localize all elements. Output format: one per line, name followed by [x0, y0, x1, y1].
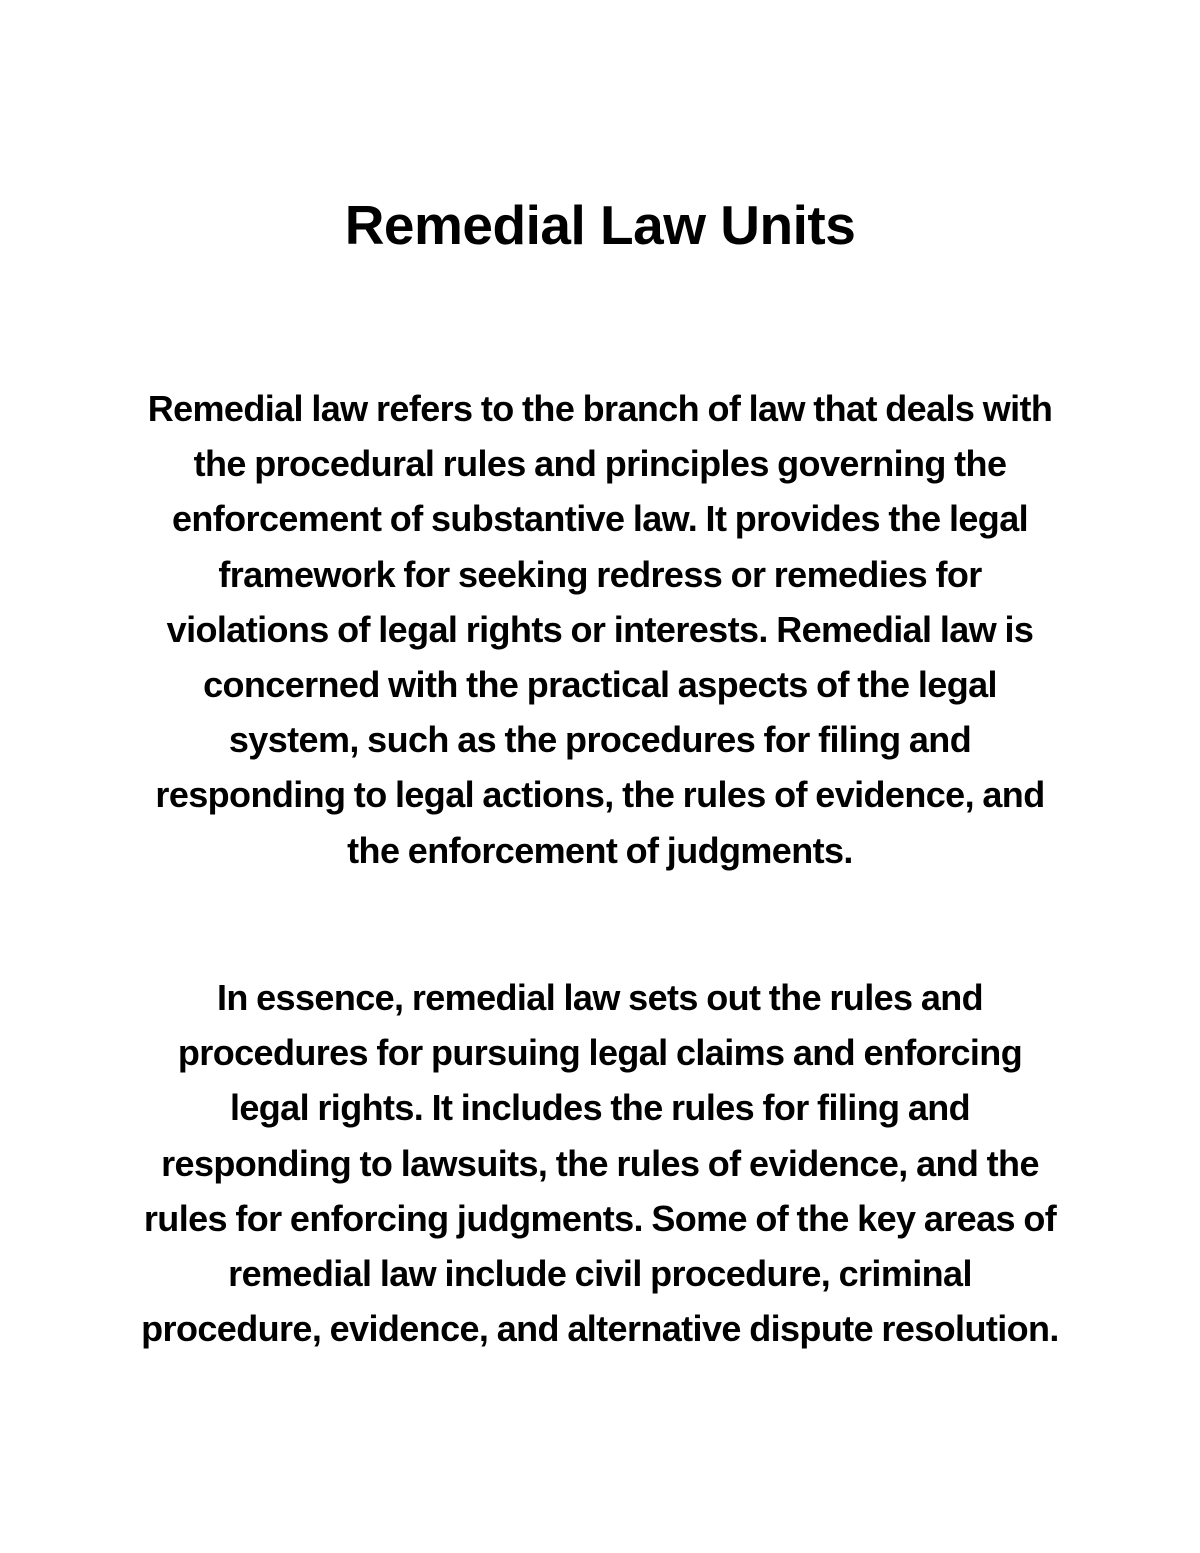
paragraph-essence: In essence, remedial law sets out the rules and procedures for pursuing legal claims and enforcing legal rights. It includes the rules for filing and responding to lawsuits, the rules of evidence, and the rules for enforcing judgments. Some of the key areas of remedial law include civil procedure, criminal procedure, evidence, and alternative dispute resolution. — [141, 977, 1059, 1350]
paragraph-definition: Remedial law refers to the branch of law that deals with the procedural rules and principles governing the enforcement of substantive law. It provides the legal framework for seeking redress or remedies for violations of legal rights or interests. Remedial law is concerned with the practical aspects of the legal system, such as the procedures for filing and responding to legal actions, the rules of evidence, and the enforcement of judgments. — [147, 388, 1053, 871]
page-title: Remedial Law Units — [344, 194, 856, 256]
